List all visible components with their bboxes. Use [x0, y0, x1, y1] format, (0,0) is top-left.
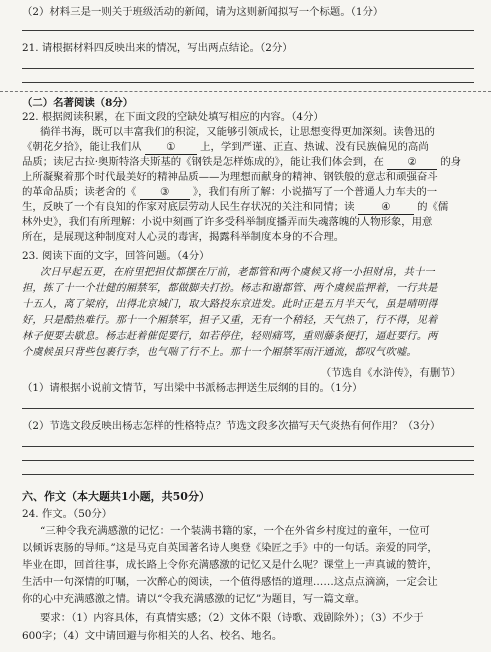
- q23-stem: 23. 阅读下面的文字，回答问题。（4分）: [22, 250, 210, 262]
- q24-stem: 24. 作文。（50分）: [22, 508, 113, 520]
- q22-text: 的《儒: [417, 201, 449, 213]
- section-divider: [0, 91, 491, 92]
- q22-text: 《朝花夕拾》，能让我们从: [22, 141, 142, 153]
- answer-line: [22, 408, 474, 409]
- blank-4: ④: [358, 201, 414, 215]
- answer-line: [22, 68, 474, 69]
- q23-2-prompt: （2）节选文段反映出杨志怎样的性格特点？节选文段多次描写天气炎热有何作用？（3分）: [22, 420, 441, 432]
- answer-line: [22, 446, 474, 447]
- q24-line-1: “三种令我充满感激的记忆：一个装满书籍的家，一个在外省乡村度过的童年，一位可: [40, 525, 430, 537]
- q23-line-5: 林子便要去歇息。杨志赶着催促要行，如若停住，轻则痛骂，重则藤条便打，逼赶要行。两: [22, 331, 438, 342]
- q23-line-3: 十五人，离了梁府，出得北京城门，取大路投东京进发。此时正是五月半天气，虽是晴明得: [22, 299, 438, 310]
- q22-text: 品质；读尼古拉·奥斯特洛夫斯基的《钢铁是怎样炼成的》，能让我们体会到，在: [22, 156, 384, 168]
- section6-title: 六、作文（本大题共1小题，共50分）: [22, 490, 210, 503]
- q23-line-4: 好，只是酷热难行。那十一个厢禁军，担子又重，无有一个稍轻，天气热了，行不得，见着: [22, 315, 438, 326]
- q22-line-8: 所在，是展现这种制度对人心灵的毒害，揭露科举制度本身的不合理。: [22, 231, 345, 243]
- q22-text: 的身: [440, 156, 462, 168]
- q22-line-6: [22, 201, 448, 215]
- q23-line-1: 次日早起五更，在府里把担仗都摆在厅前，老都管和两个虞候又将一小担财帛，共十一: [40, 267, 435, 278]
- q24-requirements-2: 600字；（4）文中请回避与你相关的人名、校名、地名。: [22, 630, 283, 642]
- q22-line-2: [22, 141, 429, 155]
- q24-line-2: 以倾诉衷肠的导师。”这是马克自英国著名诗人奥登《染匠之手》中的一句话。亲爱的同学，: [22, 542, 438, 554]
- answer-line: [22, 474, 474, 475]
- answer-line: [22, 82, 474, 83]
- q22-line-7: 林外史》，我们有所理解：小说中刻画了许多受科举制度播弄而失魂落魄的人物形象，用意: [22, 216, 433, 228]
- q22-text: 的革命品质；读老舍的《: [22, 186, 137, 198]
- answer-line: [22, 30, 474, 31]
- q24-line-5: 你的心中充满感激之情。请以“令我充满感激的记忆”为题目，写一篇文章。: [22, 593, 366, 605]
- section2-title: （二）名著阅读（8分）: [22, 97, 134, 109]
- blank-1: ①: [145, 141, 197, 155]
- q24-line-4: 生活中一句深情的叮嘱，一次醉心的阅读，一个值得感悟的道理……这点点滴滴，一定会让: [22, 576, 438, 588]
- q22-line-5: [22, 186, 437, 200]
- q22-line-3: [22, 156, 461, 170]
- q22-text: 生，反映了一个有良知的作家对底层劳动人民生存状况的关注和同情；读: [22, 201, 355, 213]
- q24-line-3: 毕业在即，回首往事，成长路上令你充满感激的记忆又是什么呢？课堂上一声真诚的赞许，: [22, 559, 438, 571]
- q23-1-prompt: （1）请根据小说前文情节，写出梁中书派杨志押送生辰纲的目的。（1分）: [22, 382, 363, 394]
- q21-prompt: 21. 请根据材料四反映出来的情况，写出两点结论。（2分）: [22, 42, 293, 54]
- q22-text: 》，我们有所了解：小说描写了一个普通人力车夫的一: [192, 186, 438, 198]
- q22-line-1: 徜徉书海，既可以丰富我们的积淀，又能够引领成长，让思想变得更加深刻。读鲁迅的: [40, 126, 435, 138]
- q24-requirements-1: 要求：（1）内容具体，有真情实感；（2）文体不限（诗歌、戏剧除外）；（3）不少于: [40, 612, 424, 624]
- q22-text: 上，学到严谨、正直、热诚、没有民族偏见的高尚: [200, 141, 429, 153]
- q23-source: （节选自《水浒传》，有删节）: [320, 367, 461, 379]
- q22-line-4: 上所凝聚着那个时代最美好的精神品质——为理想而献身的精神、钢铁般的意志和顽强奋斗: [22, 171, 438, 183]
- q22-stem: 22. 根据阅读积累，在下面文段的空缺处填写相应的内容。（4分）: [22, 111, 324, 123]
- blank-2: ②: [387, 156, 437, 170]
- blank-3: ③: [140, 186, 190, 200]
- q23-line-6: 个虞候虽只背些包裹行李，也气喘了行不上。那十一个厢禁军雨汗通流，都叹气吹嘘。: [22, 347, 417, 358]
- q20-2-prompt: （2）材料三是一则关于班级活动的新闻，请为这则新闻拟写一个标题。（1分）: [22, 6, 384, 18]
- answer-line: [22, 460, 474, 461]
- q23-line-2: 担，拣了十一个壮健的厢禁军，都做脚夫打扮。杨志和谢都管、两个虞候监押着，一行共是: [22, 283, 438, 294]
